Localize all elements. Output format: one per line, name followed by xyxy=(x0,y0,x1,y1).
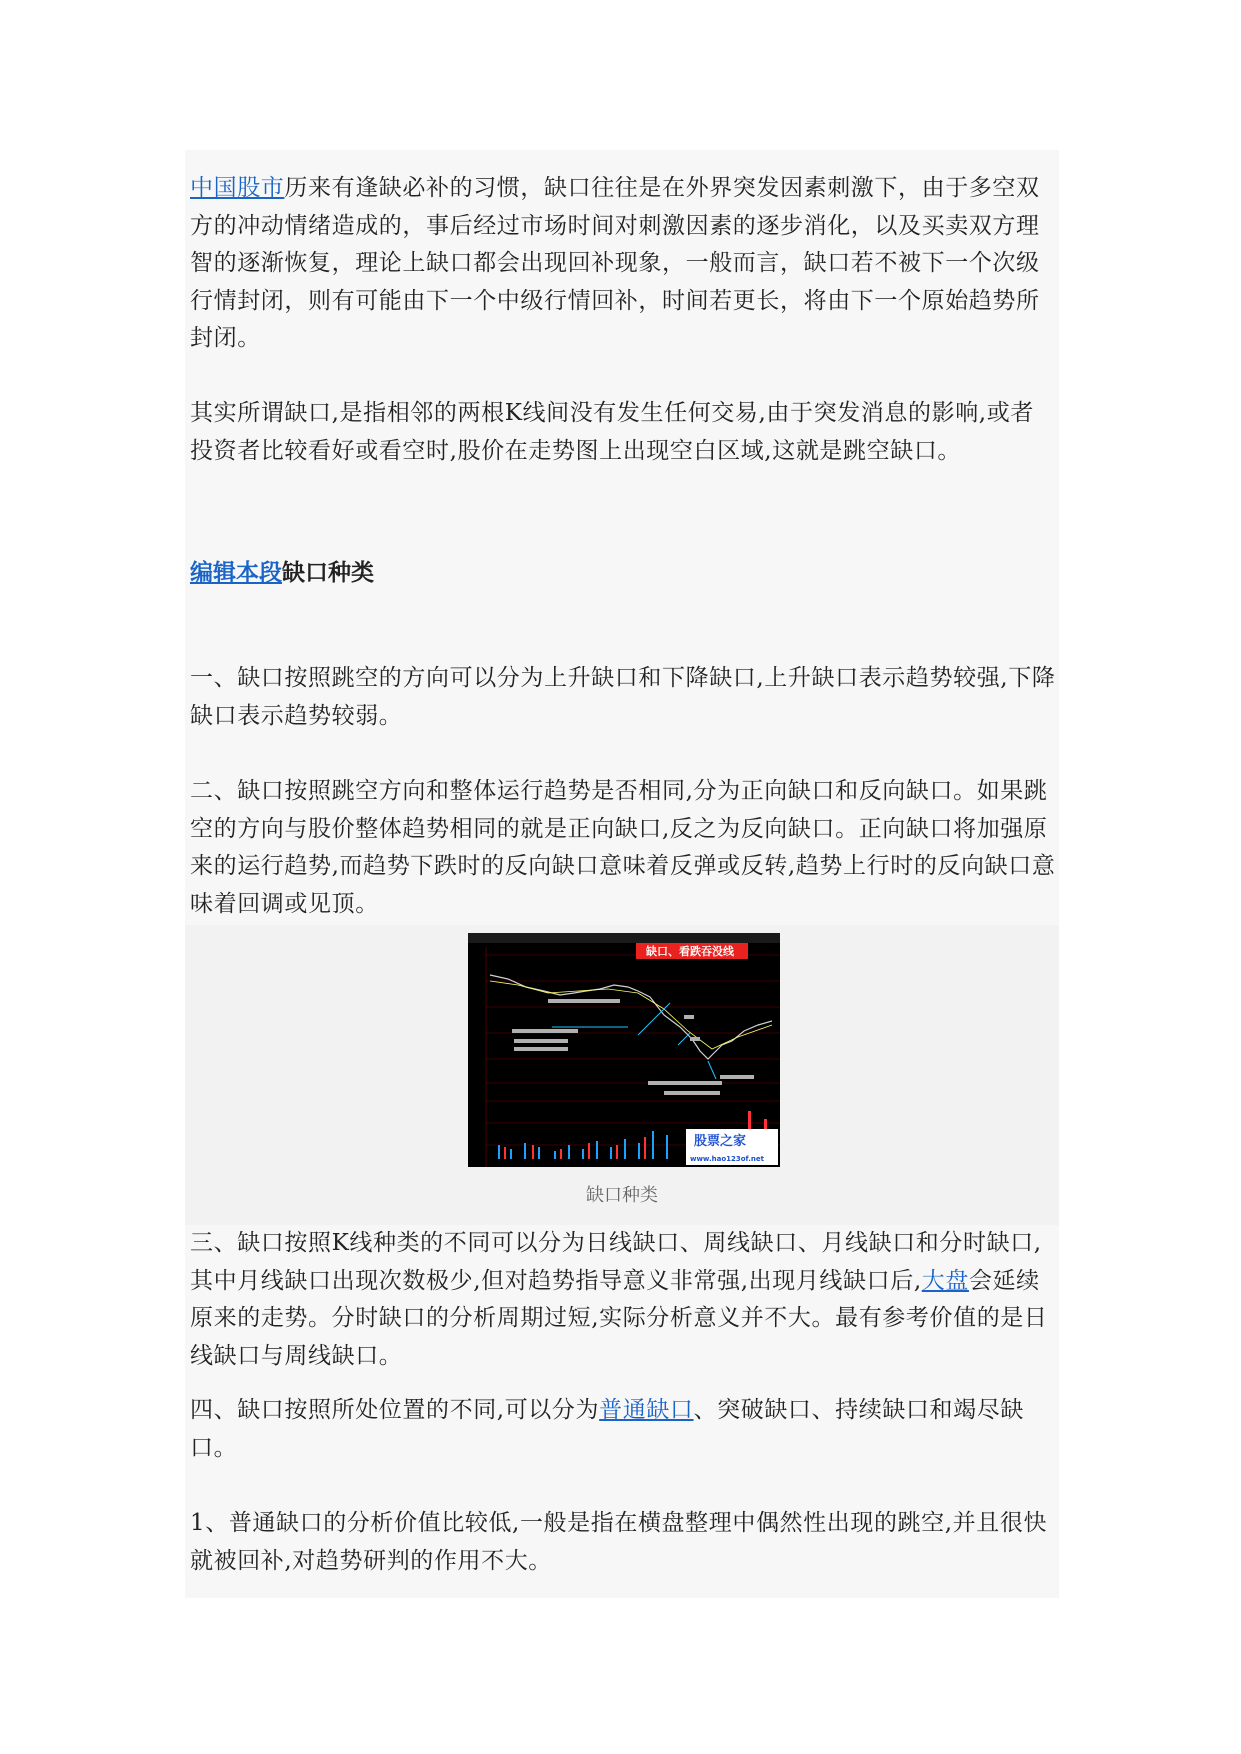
link-market-index[interactable]: 大盘 xyxy=(921,1267,969,1294)
paragraph-intro-text: 历来有逢缺必补的习惯，缺口往往是在外界突发因素刺激下，由于多空双方的冲动情绪造成的，事后经过市场时间对刺激因素的逐步消化，以及买卖双方理智的逐渐恢复，理论上缺口都会出现回补现象，一般而言，缺口若不被下一个次级行情封闭，则有可能由下一个中级行情回补，时间若更长，将由下一个原始趋势所封闭。 xyxy=(190,175,1040,351)
section-title: 缺口种类 xyxy=(282,560,374,586)
section-heading xyxy=(190,555,374,593)
figure-gap-types xyxy=(185,925,1059,1225)
chart-banner-text: 缺口、看跌吞没线 xyxy=(646,945,734,958)
stock-chart-graphic xyxy=(468,933,780,1167)
paragraph-type-4 xyxy=(190,1392,1056,1467)
paragraph-common-gap: 1、普通缺口的分析价值比较低,一般是指在横盘整理中偶然性出现的跳空,并且很快就被回补,对趋势研判的作用不大。 xyxy=(190,1510,1048,1574)
figure-caption: 缺口种类 xyxy=(586,1185,658,1206)
stock-chart-image xyxy=(468,933,780,1167)
paragraph-type-3-text-b: 会延续原来的走势。分时缺口的分析周期过短,实际分析意义并不大。最有参考价值的是日线缺口与周线缺口。 xyxy=(190,1267,1048,1369)
paragraph-intro xyxy=(190,170,1056,358)
paragraph-type-2: 二、缺口按照跳空方向和整体运行趋势是否相同,分为正向缺口和反向缺口。如果跳空的方向与股价整体趋势相同的就是正向缺口,反之为反向缺口。正向缺口将加强原来的运行趋势,而趋势下跌时的反向缺口意味着反弹或反转,趋势上行时的反向缺口意味着回调或见顶。 xyxy=(190,778,1056,917)
article-content xyxy=(185,150,1059,1598)
paragraph-type-4-text-b: 、突破缺口、持续缺口和竭尽缺口。 xyxy=(190,1397,1024,1461)
link-china-stock-market[interactable]: 中国股市 xyxy=(190,175,285,201)
paragraph-type-1: 一、缺口按照跳空的方向可以分为上升缺口和下降缺口,上升缺口表示趋势较强,下降缺口表示趋势较弱。 xyxy=(190,665,1056,729)
edit-section-link[interactable]: 编辑本段 xyxy=(190,560,282,586)
watermark-brand: 股票之家 xyxy=(694,1134,747,1149)
paragraph-type-4-text-a: 四、缺口按照所处位置的不同,可以分为 xyxy=(190,1397,600,1423)
paragraph-type-3 xyxy=(190,1225,1056,1375)
link-common-gap[interactable]: 普通缺口 xyxy=(599,1397,694,1423)
paragraph-type-3-text-a: 三、缺口按照K线种类的不同可以分为日线缺口、周线缺口、月线缺口和分时缺口,其中月线缺口出现次数极少,但对趋势指导意义非常强,出现月线缺口后, xyxy=(190,1230,1042,1294)
watermark-url: www.hao123of.net xyxy=(690,1155,764,1163)
paragraph-gap-definition: 其实所谓缺口,是指相邻的两根K线间没有发生任何交易,由于突发消息的影响,或者投资者比较看好或看空时,股价在走势图上出现空白区域,这就是跳空缺口。 xyxy=(190,400,1034,464)
